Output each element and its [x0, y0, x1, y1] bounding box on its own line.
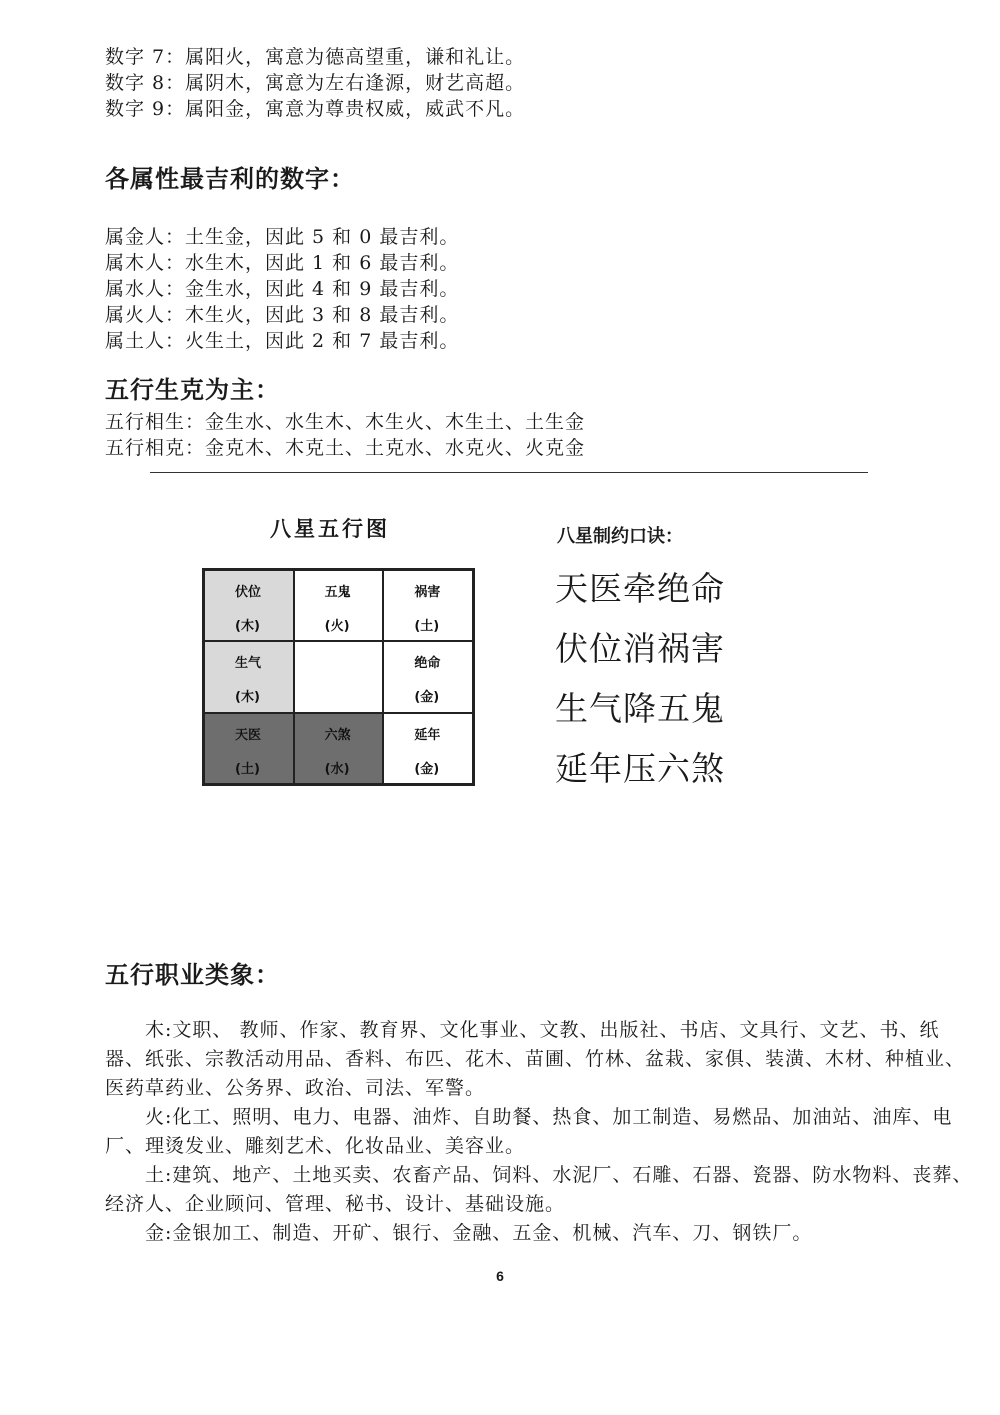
- grid-title: 八星五行图: [270, 517, 390, 541]
- grid-cell-center: [294, 641, 384, 712]
- career-paragraph-metal: 金:金银加工、制造、开矿、银行、金融、五金、机械、汽车、刀、钢铁厂。: [145, 1222, 813, 1244]
- grid-cell-fuwei: [204, 570, 294, 641]
- grid-cell-wugui: [294, 570, 384, 641]
- career-paragraph-earth: 土:建筑、地产、土地买卖、农畜产品、饲料、水泥厂、石雕、石器、瓷器、防水物料、丧葬、经济人、企业顾问、管理、秘书、设计、基础设施。: [105, 1164, 973, 1215]
- cell-element: (金): [414, 761, 440, 777]
- mnemonic-line: 延年压六煞: [555, 749, 725, 788]
- career-paragraph-fire: 火:化工、照明、电力、电器、油炸、自助餐、热食、加工制造、易燃品、加油站、油库、电厂、理烫发业、雕刻艺术、化妆品业、美容业。: [105, 1106, 953, 1157]
- lucky-numbers-heading: 各属性最吉利的数字：: [105, 165, 355, 193]
- cell-element: (木): [235, 690, 260, 706]
- cell-name: 天医: [235, 727, 262, 743]
- section-divider: [150, 472, 868, 473]
- grid-cell-yannian: [383, 713, 473, 784]
- grid-cell-tianyi: [204, 713, 294, 784]
- career-paragraph-wood: 木:文职、 教师、作家、教育界、文化事业、文教、出版社、书店、文具行、文艺、书、纸器、纸张、宗教活动用品、香料、布匹、花木、苗圃、竹林、盆栽、家俱、装潢、木材、种植业、医药草药业、公务界、政治、司法、军警。: [105, 1019, 966, 1099]
- lucky-line-fire: 属火人：木生火，因此 3 和 8 最吉利。: [105, 304, 460, 326]
- number-meaning-7: 数字 7：属阳火，寓意为德高望重，谦和礼让。: [105, 46, 526, 68]
- cell-element: (土): [414, 619, 440, 634]
- cell-name: 五鬼: [324, 585, 351, 600]
- cell-name: 六煞: [324, 727, 351, 743]
- cell-name: 绝命: [414, 656, 441, 672]
- mnemonic-line: 伏位消祸害: [555, 629, 725, 668]
- wuxing-heading: 五行生克为主：: [105, 376, 280, 404]
- cell-element: (土): [235, 761, 260, 777]
- wuxing-overcoming: 五行相克：金克木、木克土、土克水、水克火、火克金: [105, 437, 586, 459]
- cell-element: (水): [324, 761, 350, 777]
- cell-element: (金): [414, 690, 440, 706]
- mnemonic-title: 八星制约口诀：: [557, 526, 683, 547]
- number-meaning-8: 数字 8：属阴木，寓意为左右逢源，财艺高超。: [105, 72, 526, 94]
- grid-cell-jueming: [383, 641, 473, 712]
- cell-element: (火): [324, 619, 350, 634]
- grid-cell-shengqi: [204, 641, 294, 712]
- cell-element: (木): [235, 619, 260, 634]
- lucky-line-metal: 属金人：土生金，因此 5 和 0 最吉利。: [105, 226, 460, 248]
- grid-cell-huohai: [383, 570, 473, 641]
- lucky-line-earth: 属土人：火生土，因此 2 和 7 最吉利。: [105, 330, 460, 352]
- eight-star-grid: [202, 568, 475, 786]
- cell-name: 生气: [235, 656, 262, 672]
- page-number: 6: [496, 1268, 504, 1284]
- mnemonic-line: 生气降五鬼: [555, 689, 725, 728]
- career-heading: 五行职业类象：: [105, 961, 280, 989]
- mnemonic-line: 天医牵绝命: [555, 569, 725, 608]
- wuxing-generating: 五行相生：金生水、水生木、木生火、木生土、土生金: [105, 411, 586, 433]
- grid-cell-liusha: [294, 713, 384, 784]
- cell-name: 祸害: [414, 585, 441, 600]
- cell-name: 延年: [414, 727, 441, 743]
- lucky-line-water: 属水人：金生水，因此 4 和 9 最吉利。: [105, 278, 460, 300]
- cell-name: 伏位: [235, 585, 262, 600]
- lucky-line-wood: 属木人：水生木，因此 1 和 6 最吉利。: [105, 252, 460, 274]
- number-meaning-9: 数字 9：属阳金，寓意为尊贵权威，威武不凡。: [105, 98, 526, 120]
